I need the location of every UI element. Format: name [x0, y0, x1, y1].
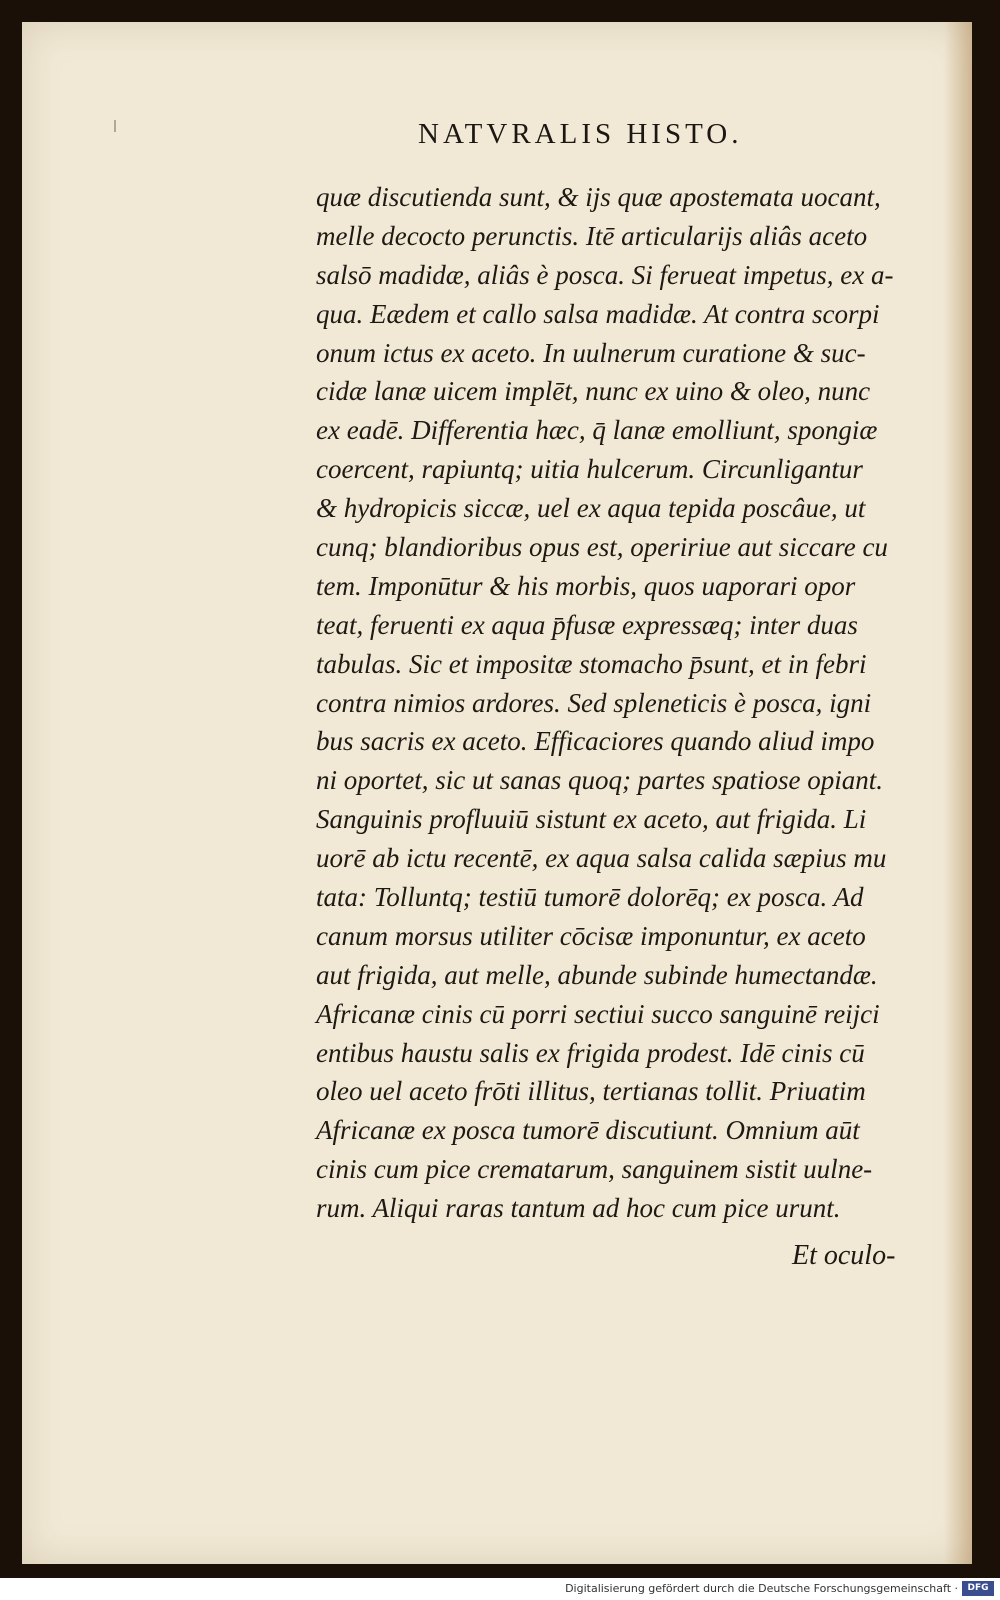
text-line: entibus haustu salis ex frigida prodest. Idē cinis cū — [316, 1037, 865, 1068]
text-line: rum. Aliqui raras tantum ad hoc cum pice urunt. — [316, 1193, 841, 1224]
text-line: Sanguinis profluuiū sistunt ex aceto, aut frigida. Li — [316, 804, 867, 835]
text-line: cinis cum pice crematarum, sanguinem sistit uulne- — [316, 1154, 873, 1185]
text-line: tabulas. Sic et impositæ stomacho p̄sunt, et in febri — [316, 648, 867, 679]
margin-mark — [114, 120, 116, 132]
catchword: Et oculo- — [792, 1240, 896, 1271]
text-line: Africanæ cinis cū porri sectiui succo sanguinē reijci — [316, 998, 880, 1029]
text-line: tata: Tolluntq; testiū tumorē dolorēq; ex posca. Ad — [316, 882, 864, 913]
dfg-logo: DFG — [962, 1581, 994, 1596]
text-line: onum ictus ex aceto. In uulnerum curatione & suc- — [316, 337, 866, 368]
text-line: qua. Eædem et callo salsa madidæ. At contra scorpi — [316, 298, 880, 329]
running-head: NATVRALIS HISTO. — [418, 118, 743, 150]
text-line: ex eadē. Differentia hæc, q̄ lanæ emolliunt, spongiæ — [316, 415, 878, 446]
text-line: aut frigida, aut melle, abunde subinde humectandæ. — [316, 959, 878, 990]
text-line: salsō madidæ, aliâs è posca. Si ferueat impetus, ex a- — [316, 259, 894, 290]
text-line: Africanæ ex posca tumorē discutiunt. Omnium aūt — [316, 1115, 860, 1146]
text-line: contra nimios ardores. Sed spleneticis è posca, igni — [316, 687, 872, 718]
text-line: teat, feruenti ex aqua p̄fusæ expressæq; inter duas — [316, 609, 858, 640]
text-line: tem. Imponūtur & his morbis, quos uaporari opor — [316, 570, 856, 601]
body-text — [316, 178, 916, 1228]
text-line: quæ discutienda sunt, & ijs quæ apostemata uocant, — [316, 182, 881, 212]
text-line: canum morsus utiliter cōcisæ imponuntur, ex aceto — [316, 920, 866, 951]
text-line: cidæ lanæ uicem implēt, nunc ex uino & oleo, nunc — [316, 376, 871, 407]
text-line: cunq; blandioribus opus est, opeririue aut siccare cu — [316, 532, 888, 563]
footer-credit: Digitalisierung gefördert durch die Deutsche Forschungsgemeinschaft · — [565, 1582, 958, 1595]
text-line: bus sacris ex aceto. Efficaciores quando aliud impo — [316, 726, 875, 757]
footer-bar — [0, 1578, 1000, 1600]
text-line: melle decocto perunctis. Itē articularijs aliâs aceto — [316, 220, 868, 251]
text-line: coercent, rapiuntq; uitia hulcerum. Circunligantur — [316, 454, 863, 485]
page-edge-shadow — [944, 22, 972, 1564]
text-line: uorē ab ictu recentē, ex aqua salsa calida sæpius mu — [316, 843, 887, 874]
text-line: oleo uel aceto frōti illitus, tertianas tollit. Priuatim — [316, 1076, 866, 1107]
text-line: & hydropicis siccæ, uel ex aqua tepida poscâue, ut — [316, 493, 866, 524]
text-line: ni oportet, sic ut sanas quoq; partes spatiose opiant. — [316, 765, 883, 796]
